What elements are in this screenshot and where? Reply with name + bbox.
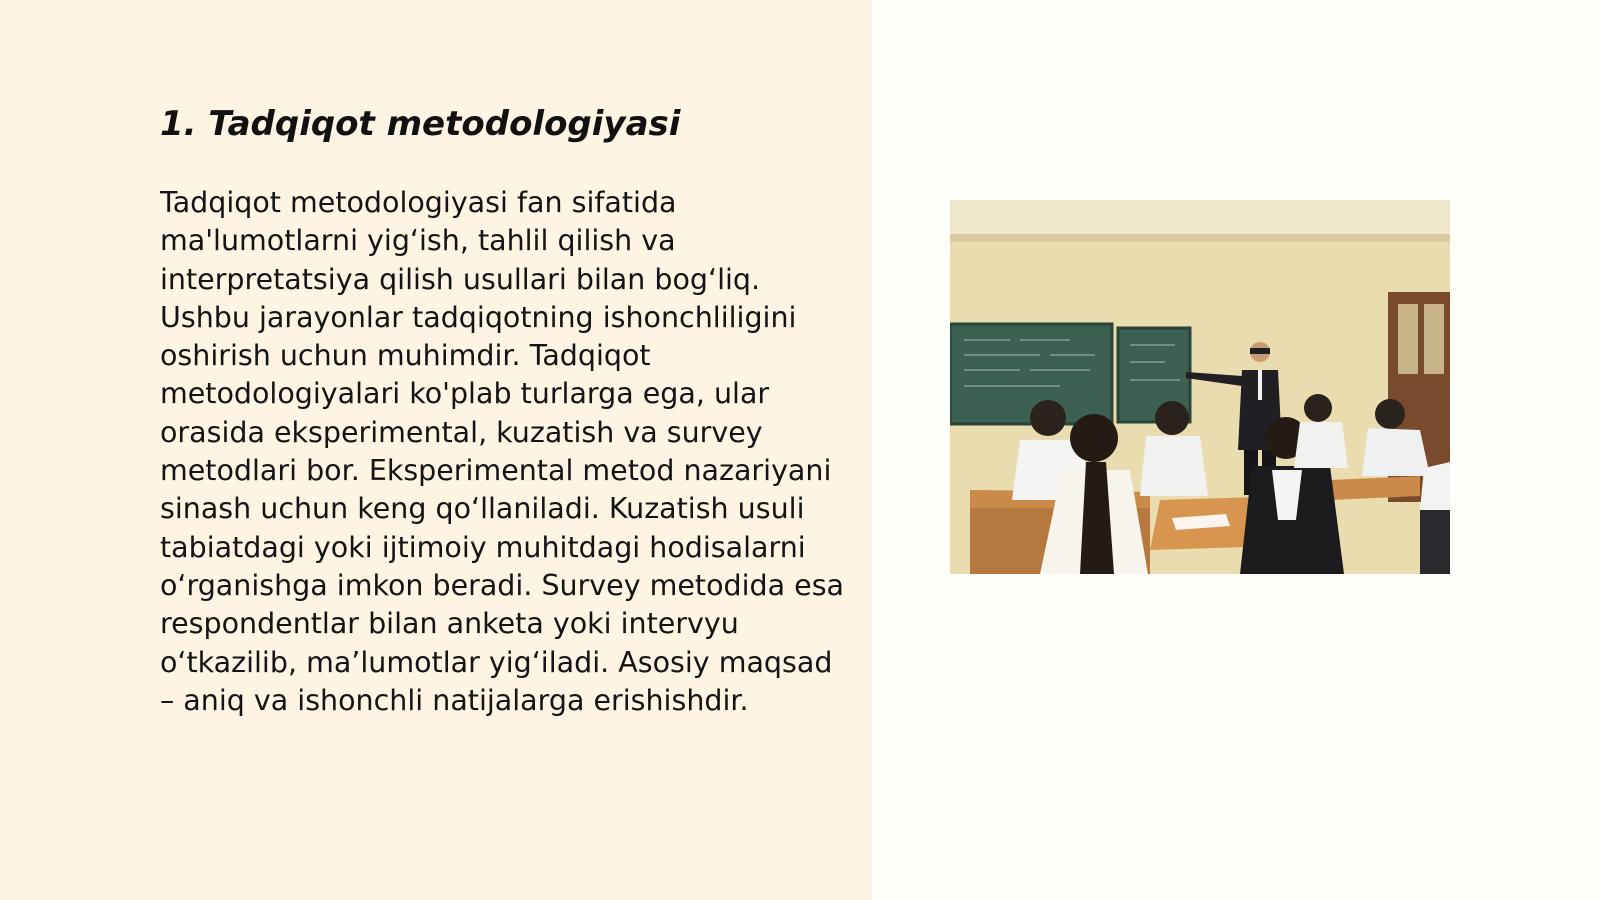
classroom-photo (950, 200, 1450, 574)
slide-body-text: Tadqiqot metodologiyasi fan sifatida ma'lumotlarni yig‘ish, tahlil qilish va interpretatsiya qilish usullari bilan bog‘liq. Ushbu jarayonlar tadqiqotning ishonchliligini oshirish uchun muhimdir. Tadqiqot metodologiyalari ko'plab turlarga ega, ular orasida eksperimental, kuzatish va survey metodlari bor. Eksperimental metod nazariyani sinash uchun keng qo‘llaniladi. Kuzatish usuli tabiatdagi yoki ijtimoiy muhitdagi hodisalarni o‘rganishga imkon beradi. Survey metodida esa respondentlar bilan anketa yoki intervyu o‘tkazilib, ma’lumotlar yig‘iladi. Asosiy maqsad – aniq va ishonchli natijalarga erishishdir. (160, 186, 845, 717)
slide-title: 1. Tadqiqot metodologiyasi (160, 104, 681, 144)
